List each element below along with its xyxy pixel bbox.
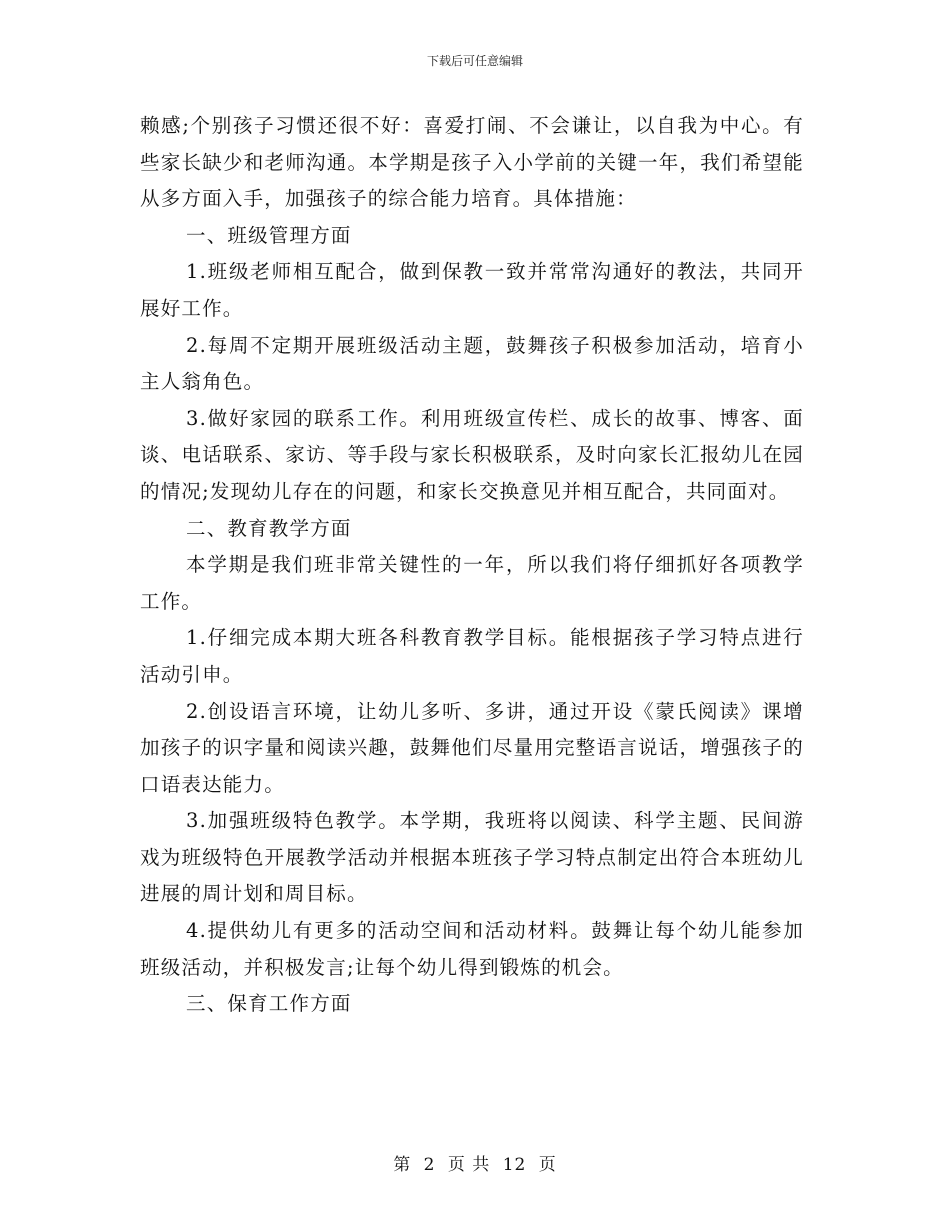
footer-page-number: 2 bbox=[423, 1155, 436, 1175]
paragraph-continuation: 赖感;个别孩子习惯还很不好：喜爱打闹、不会谦让，以自我为中心。有些家长缺少和老师沟通。本学期是孩子入小学前的关键一年，我们希望能从多方面入手，加强孩子的综合能力培育。具体措施： bbox=[140, 114, 804, 211]
paragraph-item: 4.提供幼儿有更多的活动空间和活动材料。鼓舞让每个幼儿能参加班级活动，并积极发言;让每个幼儿得到锻炼的机会。 bbox=[140, 919, 804, 979]
page-header-note: 下载后可任意编辑 bbox=[426, 54, 523, 68]
paragraph-item: 2.创设语言环境，让幼儿多听、多讲，通过开设《蒙氏阅读》课增加孩子的识字量和阅读兴趣，鼓舞他们尽量用完整语言说话，增强孩子的口语表达能力。 bbox=[140, 699, 804, 796]
page-footer bbox=[0, 1154, 950, 1176]
paragraph-item: 3.加强班级特色教学。本学期，我班将以阅读、科学主题、民间游戏为班级特色开展教学活动并根据本班孩子学习特点制定出符合本班幼儿进展的周计划和周目标。 bbox=[140, 809, 804, 906]
footer-prefix: 第 bbox=[393, 1155, 412, 1175]
paragraph-item: 本学期是我们班非常关键性的一年，所以我们将仔细抓好各项教学工作。 bbox=[140, 553, 804, 613]
section-heading-class-management: 一、班级管理方面 bbox=[186, 223, 352, 247]
paragraph-item: 1.仔细完成本期大班各科教育教学目标。能根据孩子学习特点进行活动引申。 bbox=[140, 626, 804, 686]
document-body bbox=[140, 108, 804, 1023]
footer-middle: 页 共 bbox=[447, 1155, 491, 1175]
paragraph-item: 3.做好家园的联系工作。利用班级宣传栏、成长的故事、博客、面谈、电话联系、家访、等手段与家长积极联系，及时向家长汇报幼儿在园的情况;发现幼儿存在的问题，和家长交换意见并相互配合，共同面对。 bbox=[140, 406, 804, 503]
paragraph-item: 1.班级老师相互配合，做到保教一致并常常沟通好的教法，共同开展好工作。 bbox=[140, 260, 804, 320]
paragraph-item: 2.每周不定期开展班级活动主题，鼓舞孩子积极参加活动，培育小主人翁角色。 bbox=[140, 333, 804, 394]
footer-suffix: 页 bbox=[538, 1155, 557, 1175]
section-heading-childcare: 三、保育工作方面 bbox=[186, 992, 352, 1016]
footer-total-pages: 12 bbox=[502, 1155, 527, 1175]
section-heading-education-teaching: 二、教育教学方面 bbox=[186, 516, 352, 540]
